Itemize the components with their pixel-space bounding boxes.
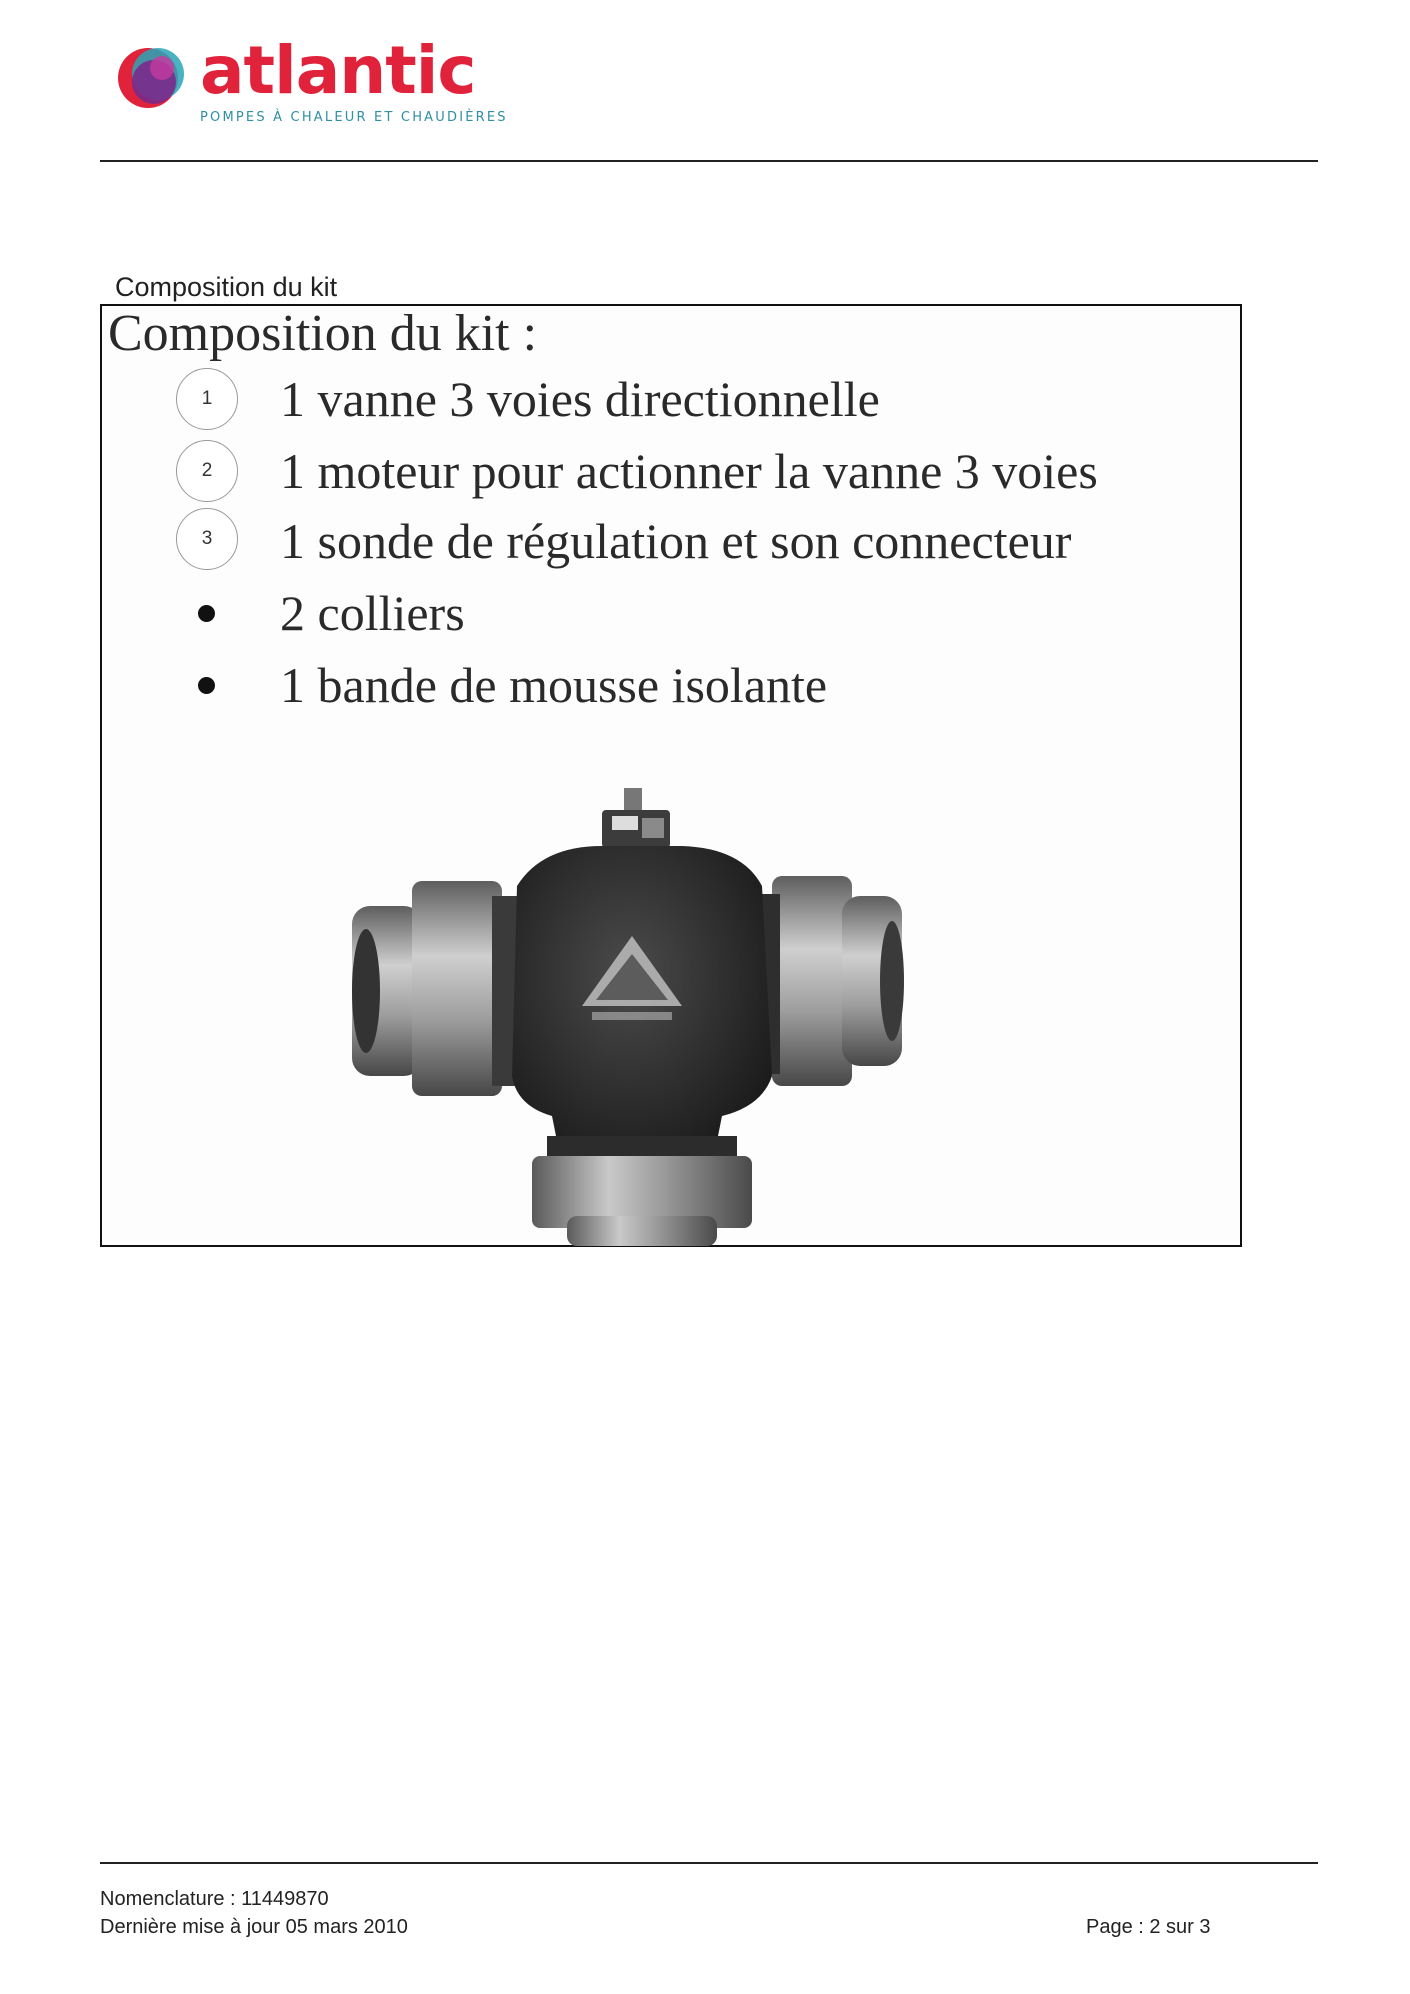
kit-item-2: 1 moteur pour actionner la vanne 3 voies xyxy=(280,443,1098,499)
logo-mark-icon xyxy=(112,38,192,118)
section-caption: Composition du kit xyxy=(115,272,338,302)
kit-item-1: 1 vanne 3 voies directionnelle xyxy=(280,371,880,427)
three-way-valve-photo xyxy=(342,776,982,1246)
bullet-icon xyxy=(198,677,215,694)
kit-item-5: 1 bande de mousse isolante xyxy=(280,657,828,713)
kit-heading: Composition du kit : xyxy=(108,305,538,362)
item-number-1: 1 xyxy=(176,368,238,430)
logo-tagline: POMPES À CHALEUR ET CHAUDIÈRES xyxy=(200,110,508,125)
footer-nomenclature: Nomenclature : 11449870 xyxy=(100,1888,329,1910)
footer-divider xyxy=(100,1862,1318,1864)
kit-composition-figure xyxy=(100,304,1242,1247)
header-divider xyxy=(100,160,1318,162)
item-number-3: 3 xyxy=(176,508,238,570)
footer-last-update: Dernière mise à jour 05 mars 2010 xyxy=(100,1916,408,1938)
atlantic-logo xyxy=(112,32,508,130)
logo-wordmark: atlantic xyxy=(200,32,476,109)
kit-item-4: 2 colliers xyxy=(280,585,465,641)
bullet-icon xyxy=(198,605,215,622)
item-number-2: 2 xyxy=(176,440,238,502)
kit-item-3: 1 sonde de régulation et son connecteur xyxy=(280,513,1072,569)
footer-page-number: Page : 2 sur 3 xyxy=(1086,1916,1211,1938)
